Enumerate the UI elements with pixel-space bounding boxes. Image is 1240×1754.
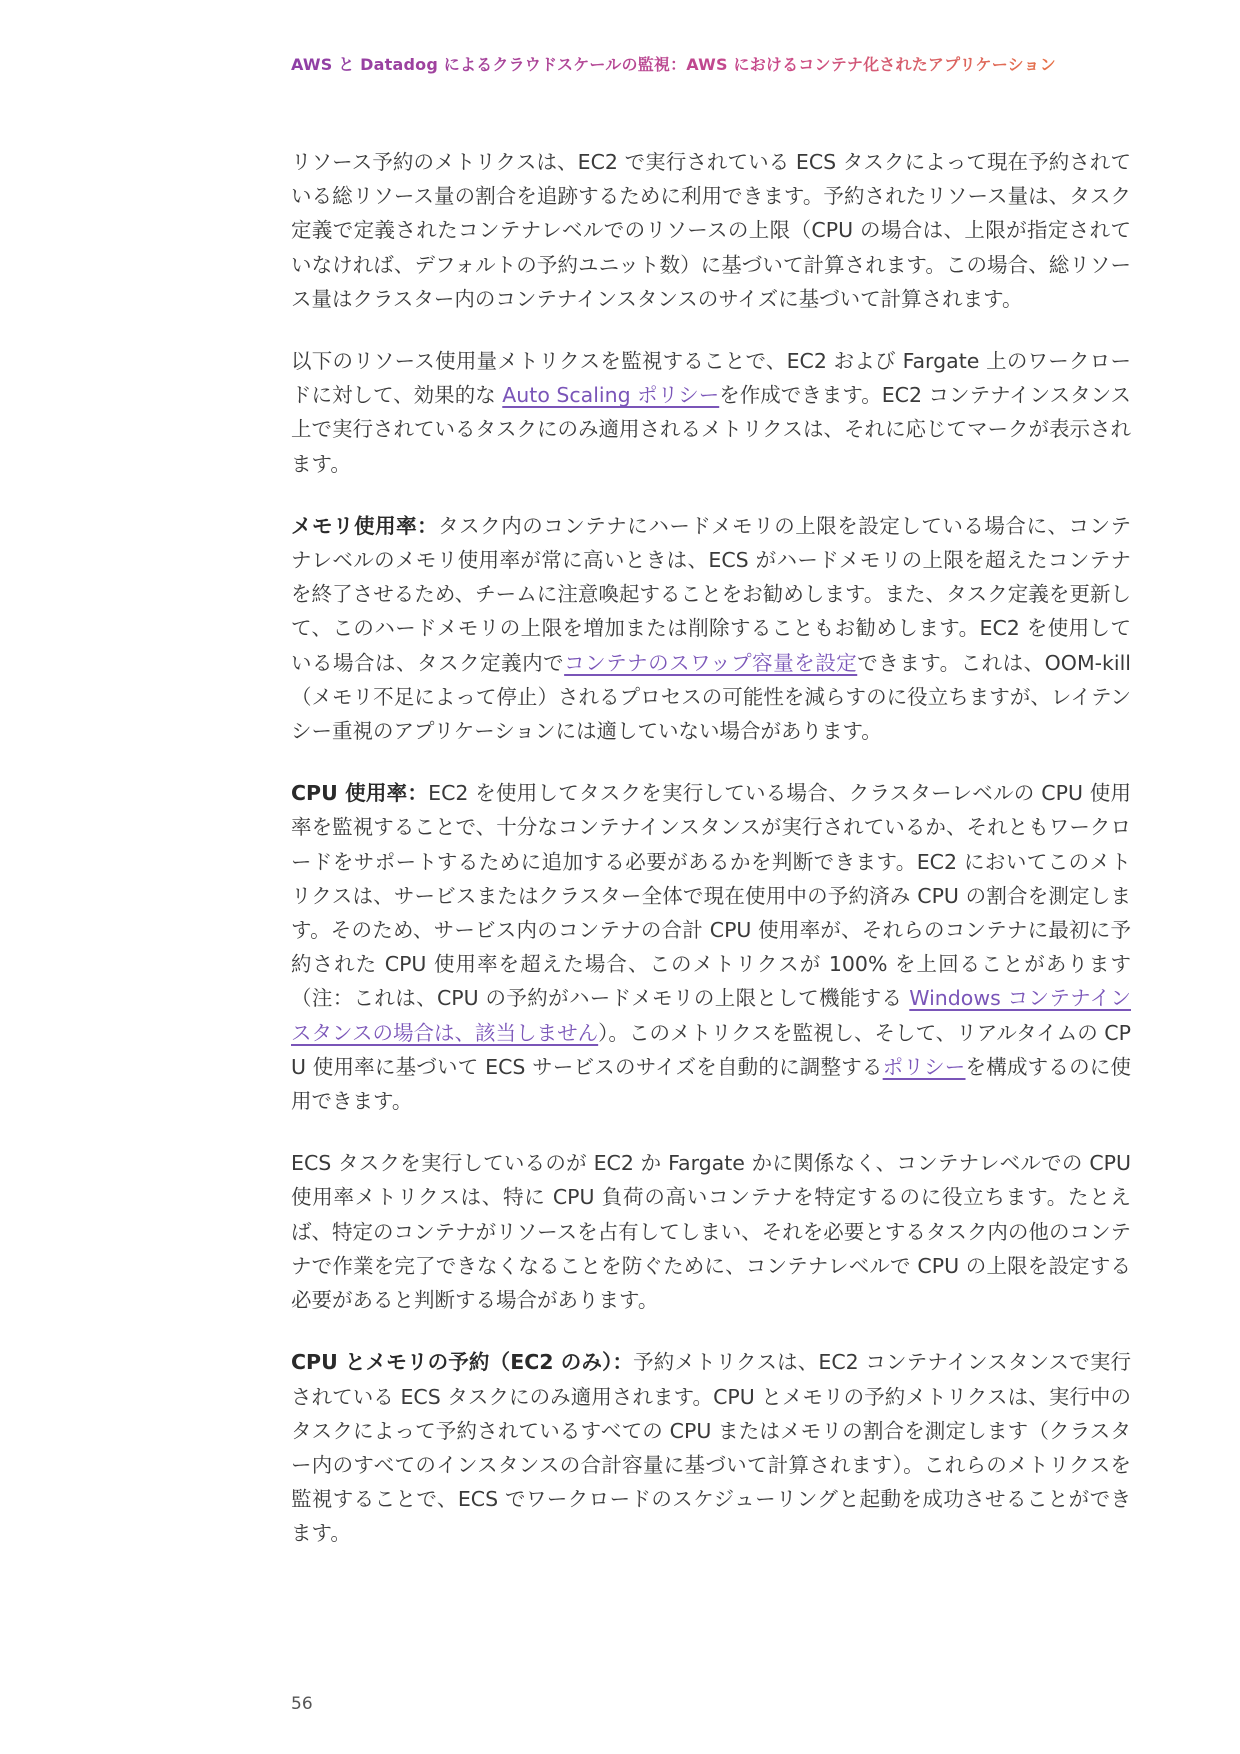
cpu-usage-heading: CPU 使用率： bbox=[291, 781, 429, 806]
paragraph-resource-usage bbox=[291, 344, 1131, 481]
memory-usage-heading: メモリ使用率： bbox=[291, 513, 439, 538]
paragraph-resource-reservation bbox=[291, 145, 1131, 316]
main-content bbox=[291, 145, 1131, 1579]
windows-container-link[interactable]: Windows コンテナインスタンスの場合は、該当しません bbox=[291, 986, 1131, 1045]
paragraph-text: 以下のリソース使用量メトリクスを監視することで、EC2 および Fargate 上のワークロードに対して、効果的な bbox=[291, 349, 1131, 408]
paragraph-cpu-usage bbox=[291, 776, 1131, 1118]
running-header: AWS と Datadog によるクラウドスケールの監視：AWS におけるコンテナ化されたアプリケーション bbox=[291, 52, 1171, 75]
container-swap-link[interactable]: コンテナのスワップ容量を設定 bbox=[564, 650, 858, 675]
paragraph-text: を構成するのに使用できます。 bbox=[291, 1054, 1132, 1114]
paragraph-text: ）。このメトリクスを監視し、そして、リアルタイムの CPU 使用率に基づいて ECS サービスのサイズを自動的に調整する bbox=[291, 1020, 1131, 1079]
auto-scaling-policy-link[interactable]: Auto Scaling ポリシー bbox=[502, 383, 720, 408]
paragraph-memory-usage bbox=[291, 509, 1131, 748]
paragraph-container-cpu bbox=[291, 1146, 1131, 1317]
paragraph-cpu-memory-reservation bbox=[291, 1345, 1131, 1550]
paragraph-text: リソース予約のメトリクスは、EC2 で実行されている ECS タスクによって現在予約されている総リソース量の割合を追跡するために利用できます。予約されたリソース量は、タスク定義で定義されたコンテナレベルでのリソースの上限（CPU の場合は、上限が指定されていなければ、デフォルトの予約ユニット数）に基づいて計算されます。この場合、総リソース量はクラスター内のコンテナインスタンスのサイズに基づいて計算されます。 bbox=[291, 150, 1131, 311]
cpu-memory-reservation-heading: CPU とメモリの予約（EC2 のみ）： bbox=[291, 1350, 634, 1375]
paragraph-text: タスク内のコンテナにハードメモリの上限を設定している場合に、コンテナレベルのメモリ使用率が常に高いときは、ECS がハードメモリの上限を超えたコンテナを終了させるため、チームに注意喚起することをお勧めします。また、タスク定義を更新して、このハードメモリの上限を増加または削除することもお勧めします。EC2 を使用している場合は、タスク定義内で bbox=[291, 513, 1132, 675]
paragraph-text: ECS タスクを実行しているのが EC2 か Fargate かに関係なく、コンテナレベルでの CPU 使用率メトリクスは、特に CPU 負荷の高いコンテナを特定するのに役立ちます。たとえば、特定のコンテナがリソースを占有してしまい、それを必要とするタスク内の他のコンテナで作業を完了できなくなることを防ぐために、コンテナレベルで CPU の上限を設定する必要があると判断する場合があります。 bbox=[291, 1151, 1131, 1313]
page-number: 56 bbox=[291, 1694, 313, 1714]
paragraph-text: できます。これは、OOM-kill（メモリ不足によって停止）されるプロセスの可能性を減らすのに役立ちますが、レイテンシー重視のアプリケーションには適していない場合があります。 bbox=[291, 650, 1131, 744]
policy-link[interactable]: ポリシー bbox=[882, 1054, 966, 1079]
paragraph-text: EC2 を使用してタスクを実行している場合、クラスターレベルの CPU 使用率を監視することで、十分なコンテナインスタンスが実行されているか、それともワークロードをサポートするために追加する必要があるかを判断できます。EC2 においてこのメトリクスは、サービスまたはクラスター全体で現在使用中の予約済み CPU の割合を測定します。そのため、サービス内のコンテナの合計 CPU 使用率が、それらのコンテナに最初に予約された CPU 使用率を超えた場合、このメトリクスが 100% を上回ることがあります（注：これは、CPU の予約がハードメモリの上限として機能する bbox=[291, 781, 1131, 1011]
paragraph-text: を作成できます。EC2 コンテナインスタンス上で実行されているタスクにのみ適用されるメトリクスは、それに応じてマークが表示されます。 bbox=[291, 383, 1132, 476]
paragraph-text: 予約メトリクスは、EC2 コンテナインスタンスで実行されている ECS タスクにのみ適用されます。CPU とメモリの予約メトリクスは、実行中のタスクによって予約されているすべての CPU またはメモリの割合を測定します（クラスター内のすべてのインスタンスの合計容量に基づいて計算されます）。これらのメトリクスを監視することで、ECS でワークロードのスケジューリングと起動を成功させることができます。 bbox=[291, 1350, 1131, 1546]
